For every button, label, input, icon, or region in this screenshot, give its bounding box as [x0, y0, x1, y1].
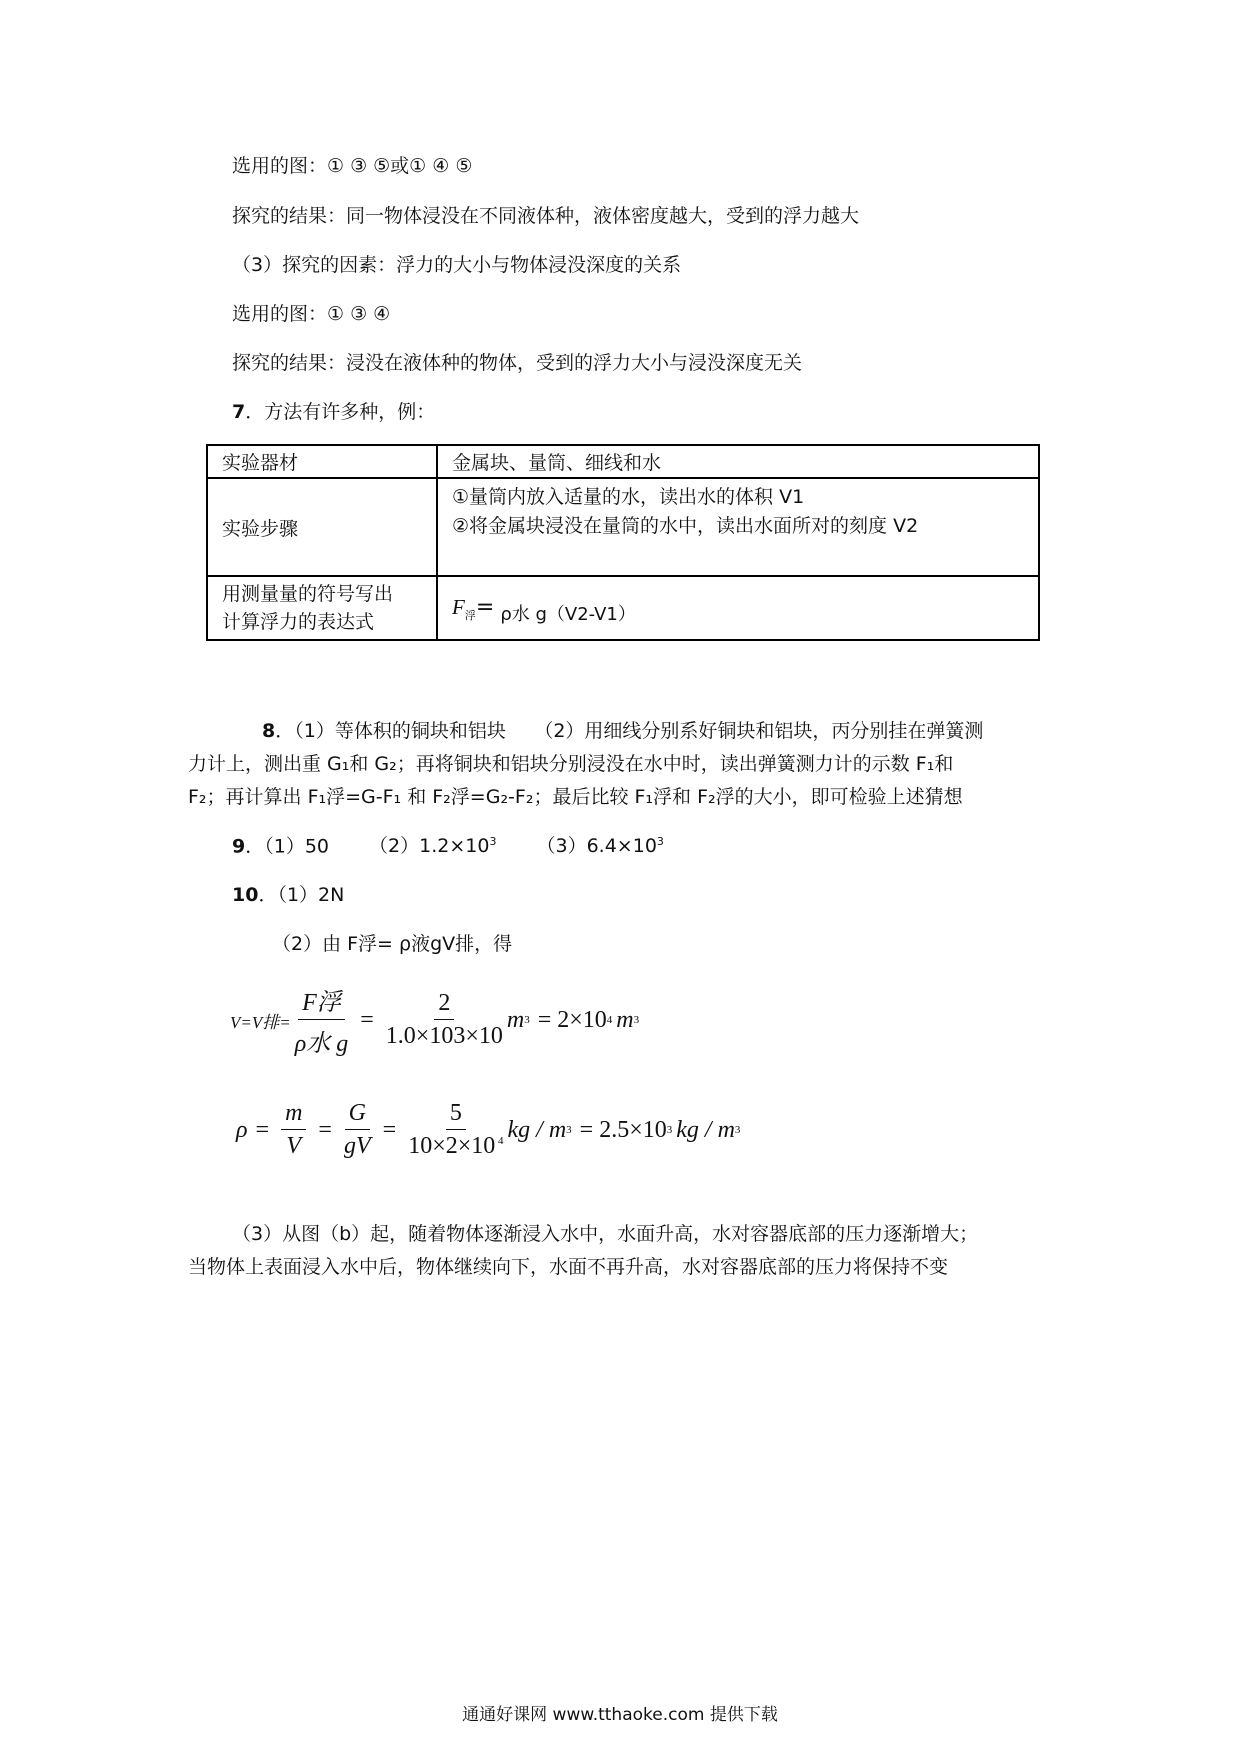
table-cell-equipment-value: 金属块、量筒、细线和水 — [437, 445, 1039, 478]
selected-figures-line-1: 选用的图：① ③ ⑤或① ④ ⑤ — [232, 155, 473, 177]
question-10-line-2: （2）由 F浮= ρ液gV排，得 — [272, 933, 513, 955]
question-7-number: 7 — [232, 401, 246, 423]
question-8-line-1: 8．（1）等体积的铜块和铝块 （2）用细线分别系好铜块和铝块，丙分别挂在弹簧测 — [262, 720, 984, 742]
density-formula: ρ = $\frac{m}{V}$ = $\frac{G}{gV}$ = $\frac{5}{10\times 2\times 10 ^4}$ kg / m 3 = 2.5×10 3 kg / m 3 — [236, 1100, 741, 1159]
selected-figures-line-2: 选用的图：① ③ ④ — [232, 303, 391, 325]
question-10-part-3-line-2: 当物体上表面浸入水中后，物体继续向下，水面不再升高，水对容器底部的压力将保持不变 — [188, 1256, 949, 1278]
question-10-part-3-line-1: （3）从图（b）起，随着物体逐渐浸入水中，水面升高，水对容器底部的压力逐渐增大； — [232, 1223, 979, 1245]
step-1: ①量筒内放入适量的水，读出水的体积 V1 — [452, 486, 805, 508]
volume-formula: V=V排= $\frac{\text{F浮}}{\text{ρ水 g}}$ = $\frac{2}{1.0\times 103\times 10}$ m 3 = 2×10 4 m 3 — [230, 982, 639, 1058]
question-10-line-1: 10．（1）2N — [232, 884, 345, 906]
table-cell-equipment-label: 实验器材 — [207, 445, 437, 478]
question-8-line-3: F₂；再计算出 F₁浮=G-F₁ 和 F₂浮=G₂-F₂；最后比较 F₁浮和 F₂浮的大小，即可检验上述猜想 — [188, 786, 963, 808]
experiment-table — [206, 444, 1040, 641]
question-9-line: 9．（1）50 $(2)1.2\times 10^3$ $(3)6.4\times 10^3$ — [232, 835, 664, 858]
table-cell-steps-label: 实验步骤 — [207, 478, 437, 576]
result-line-1: 探究的结果：同一物体浸没在不同液体种，液体密度越大，受到的浮力越大 — [232, 205, 860, 227]
table-cell-steps-value — [437, 478, 1039, 576]
table-cell-expression-value: $F_浮= \rho$水 g（V2-V1） — [437, 576, 1039, 640]
question-7-line — [232, 401, 435, 424]
factor-3-line: （3）探究的因素：浮力的大小与物体浸没深度的关系 — [232, 254, 682, 276]
question-7-text: ．方法有许多种，例： — [245, 401, 436, 423]
table-cell-expression-label: 用测量量的符号写出 计算浮力的表达式 — [207, 576, 437, 640]
question-8-line-2: 力计上，测出重 G₁和 G₂；再将铜块和铝块分别浸没在水中时，读出弹簧测力计的示数 F₁和 — [188, 753, 954, 775]
step-2: ②将金属块浸没在量筒的水中，读出水面所对的刻度 V2 — [452, 515, 919, 538]
result-line-2: 探究的结果：浸没在液体种的物体，受到的浮力大小与浸没深度无关 — [232, 352, 803, 374]
page-footer: 通通好课网 www.tthaoke.com 提供下载 — [462, 1705, 778, 1725]
